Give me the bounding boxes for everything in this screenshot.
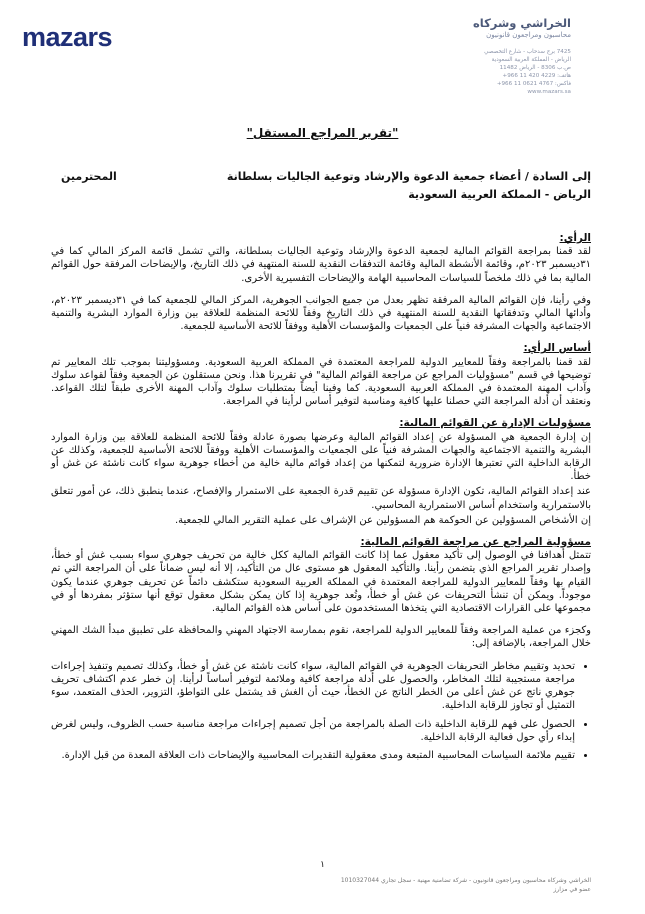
list-item: • الحصول على فهم للرقابة الداخلية ذات الصلة بالمراجعة من أجل تصميم إجراءات مراجعة مناسبة حسب الظروف، وليس لغرض إبداء رأي حول فعالية الرقابة الداخلية. xyxy=(51,718,575,744)
bullet-list xyxy=(51,660,591,762)
footer-member-line: عضو في مزارز xyxy=(553,886,591,893)
firm-subtitle: محاسبون ومراجعون قانونيون xyxy=(486,31,571,39)
section-heading: أساس الرأي: xyxy=(523,342,591,355)
paragraph: لقد قمنا بمراجعة القوائم المالية لجمعية الدعوة والإرشاد وتوعية الجاليات بسلطانة، والتي تشمل قائمة المركز المالي كما في ٣١ديسمبر ٢٠٢٣م، وقائمة الأنشطة المالية وقائمة التدفقات النقدية للسنة المنتهية في ذلك التاريخ، والإيضاحات المرفقة حول القوائم المالية بما في ذلك ملخصاً للسياسات المحاسبية الهامة والإيضاحات التفسيرية الأخرى. xyxy=(51,246,592,284)
paragraph: تتمثل أهدافنا في الوصول إلى تأكيد معقول عما إذا كانت القوائم المالية ككل خالية من تحريف جوهري سواء بسبب غش أو خطأ، وإصدار تقرير المراجع الذي يتضمن رأينا. والتأكيد المعقول هو مستوى عال من التأكيد، إلا أنه ليس ضماناً على أن المراجعة التي تم القيام بها وفقاً للمعايير الدولية للمراجعة المعتمدة في المملكة العربية السعودية ستكشف دائماً عن تحريف جوهري عندما يكون موجوداً. ويمكن أن تنشأ التحريفات عن غش أو خطأ، وتُعد جوهرية إذا كان يمكن بشكل معقول توقع أنها ستؤثر بمفردها أو في مجموعها على القرارات الاقتصادية التي يتخذها المستخدمون على أساس هذه القوائم المالية. xyxy=(51,550,591,615)
address-line: 7425 برج سدحاب - شارع التخصصي xyxy=(484,49,571,55)
report-body xyxy=(51,232,591,767)
page-footer xyxy=(51,876,591,894)
mazars-logo: mazars xyxy=(22,22,113,52)
addressee-location-line xyxy=(61,188,591,201)
firm-name: الخراشي وشركاه xyxy=(473,16,571,30)
paragraph: وكجزء من عملية المراجعة وفقاً للمعايير الدولية للمراجعة، نقوم بممارسة الاجتهاد المهني والمحافظة على تطبيق مبدأ الشك المهني خلال المراجعة، بالإضافة إلى: xyxy=(51,625,591,650)
firm-letterhead xyxy=(411,16,571,96)
addressee-line xyxy=(61,170,591,183)
address-line: هاتف: 4229 420 11 966+ xyxy=(502,73,571,79)
paragraph: لقد قمنا بالمراجعة وفقاً للمعايير الدولية للمراجعة المعتمدة في المملكة العربية السعودية. ومسؤوليتنا بموجب تلك المعايير تم توضيحها في قسم "مسؤوليات المراجع عن مراجعة القوائم المالية" في تقريرنا هذا. ونحن مستقلون عن الجمعية وفقاً لقواعد سلوك وآداب المهنة المعتمدة في المملكة العربية السعودية. كما وفينا أيضاً بمتطلبات سلوك وآداب المهنة الأخرى طبقاً لتلك القواعد. ونعتقد أن أدلة المراجعة التي حصلنا عليها كافية ومناسبة لتوفير أساس لرأينا في المراجعة. xyxy=(51,356,591,408)
addressee-location: الرياض - المملكة العربية السعودية xyxy=(408,188,591,201)
addressee-name: إلى السادة / أعضاء جمعية الدعوة والإرشاد وتوعية الجاليات بسلطانة xyxy=(226,170,591,183)
paragraph: إن إدارة الجمعية هي المسؤولة عن إعداد القوائم المالية وعرضها بصورة عادلة وفقاً للائحة المنظمة للعلاقة بين وزارة الموارد البشرية والتنمية الاجتماعية والجهات المشرفة فنياً على الجمعيات والمؤسسات الأهلية ووفقاً للائحة الأساسية للجمعية، وكذلك عن الرقابة الداخلية التي تعتبرها الإدارة ضرورية لتمكنها من إعداد قوائم مالية خالية من أخطاء جوهرية سواء كانت ناشئة عن غش أو خطأ. xyxy=(51,431,591,483)
paragraph: وفي رأينا، فإن القوائم المالية المرفقة تظهر بعدل من جميع الجوانب الجوهرية، المركز المالي للجمعية كما في ٣١ديسمبر ٢٠٢٣م، وأدائها المالي وتدفقاتها النقدية للسنة المنتهية في ذلك التاريخ وفقاً للائحة المنظمة للعلاقة بين وزارة الموارد البشرية والتنمية الاجتماعية والجهات المشرفة فنياً على الجمعيات والمؤسسات الأهلية ووفقاً للائحة الأساسية للجمعية. xyxy=(51,294,592,333)
address-line: الرياض - المملكة العربية السعودية xyxy=(491,57,571,63)
firm-address xyxy=(411,48,571,96)
list-item: • تقييم ملائمة السياسات المحاسبية المتبعة ومدى معقولية التقديرات المحاسبية والإيضاحات ذات العلاقة المعدة من قبل الإدارة. xyxy=(51,749,575,762)
page-number: ١ xyxy=(320,860,325,870)
report-title: "تقرير المراجع المستقل" xyxy=(246,126,399,140)
address-line: فاكس: 4767 0621 11 966+ xyxy=(496,81,571,87)
section-heading: مسؤولية المراجع عن مراجعة القوائم المالية: xyxy=(360,536,591,549)
paragraph: عند إعداد القوائم المالية، تكون الإدارة مسؤولة عن تقييم قدرة الجمعية على الاستمرار والإفصاح، عندما ينطبق ذلك، عن أمور تتعلق بالاستمرارية واستخدام أساس الاستمرارية المحاسبي. xyxy=(51,486,591,511)
honorific: المحترمين xyxy=(61,170,117,183)
list-item: • تحديد وتقييم مخاطر التحريفات الجوهرية في القوائم المالية، سواء كانت ناشئة عن غش أو خطأ، وكذلك تصميم وتنفيذ إجراءات مراجعة مستجيبة لتلك المخاطر، والحصول على أدلة مراجعة كافية وملائمة لتوفير أساساً لرأينا. إن خطر عدم اكتشاف تحريف جوهري ناتج عن غش أعلى من الخطر الناتج عن الخطأ، حيث أن الغش قد يشتمل على التواطؤ، التزوير، الحذف المتعمد، سوء التمثيل أو تجاوز للرقابة الداخلية. xyxy=(51,660,575,713)
section-heading: الرأي: xyxy=(559,232,591,244)
section-heading: مسؤوليات الإدارة عن القوائم المالية: xyxy=(399,417,591,430)
address-line: ص.ب 8306 - الرياض 11482 xyxy=(499,65,571,71)
footer-legal-line: الخراشي وشركاه محاسبون ومراجعون قانونيون - شركة تضامنية مهنية - سجل تجاري 1010327044 xyxy=(340,877,591,884)
paragraph: إن الأشخاص المسؤولين عن الحوكمة هم المسؤولين عن الإشراف على عملية التقرير المالي للجمعية. xyxy=(174,514,591,526)
address-line: www.mazars.sa xyxy=(527,89,571,95)
